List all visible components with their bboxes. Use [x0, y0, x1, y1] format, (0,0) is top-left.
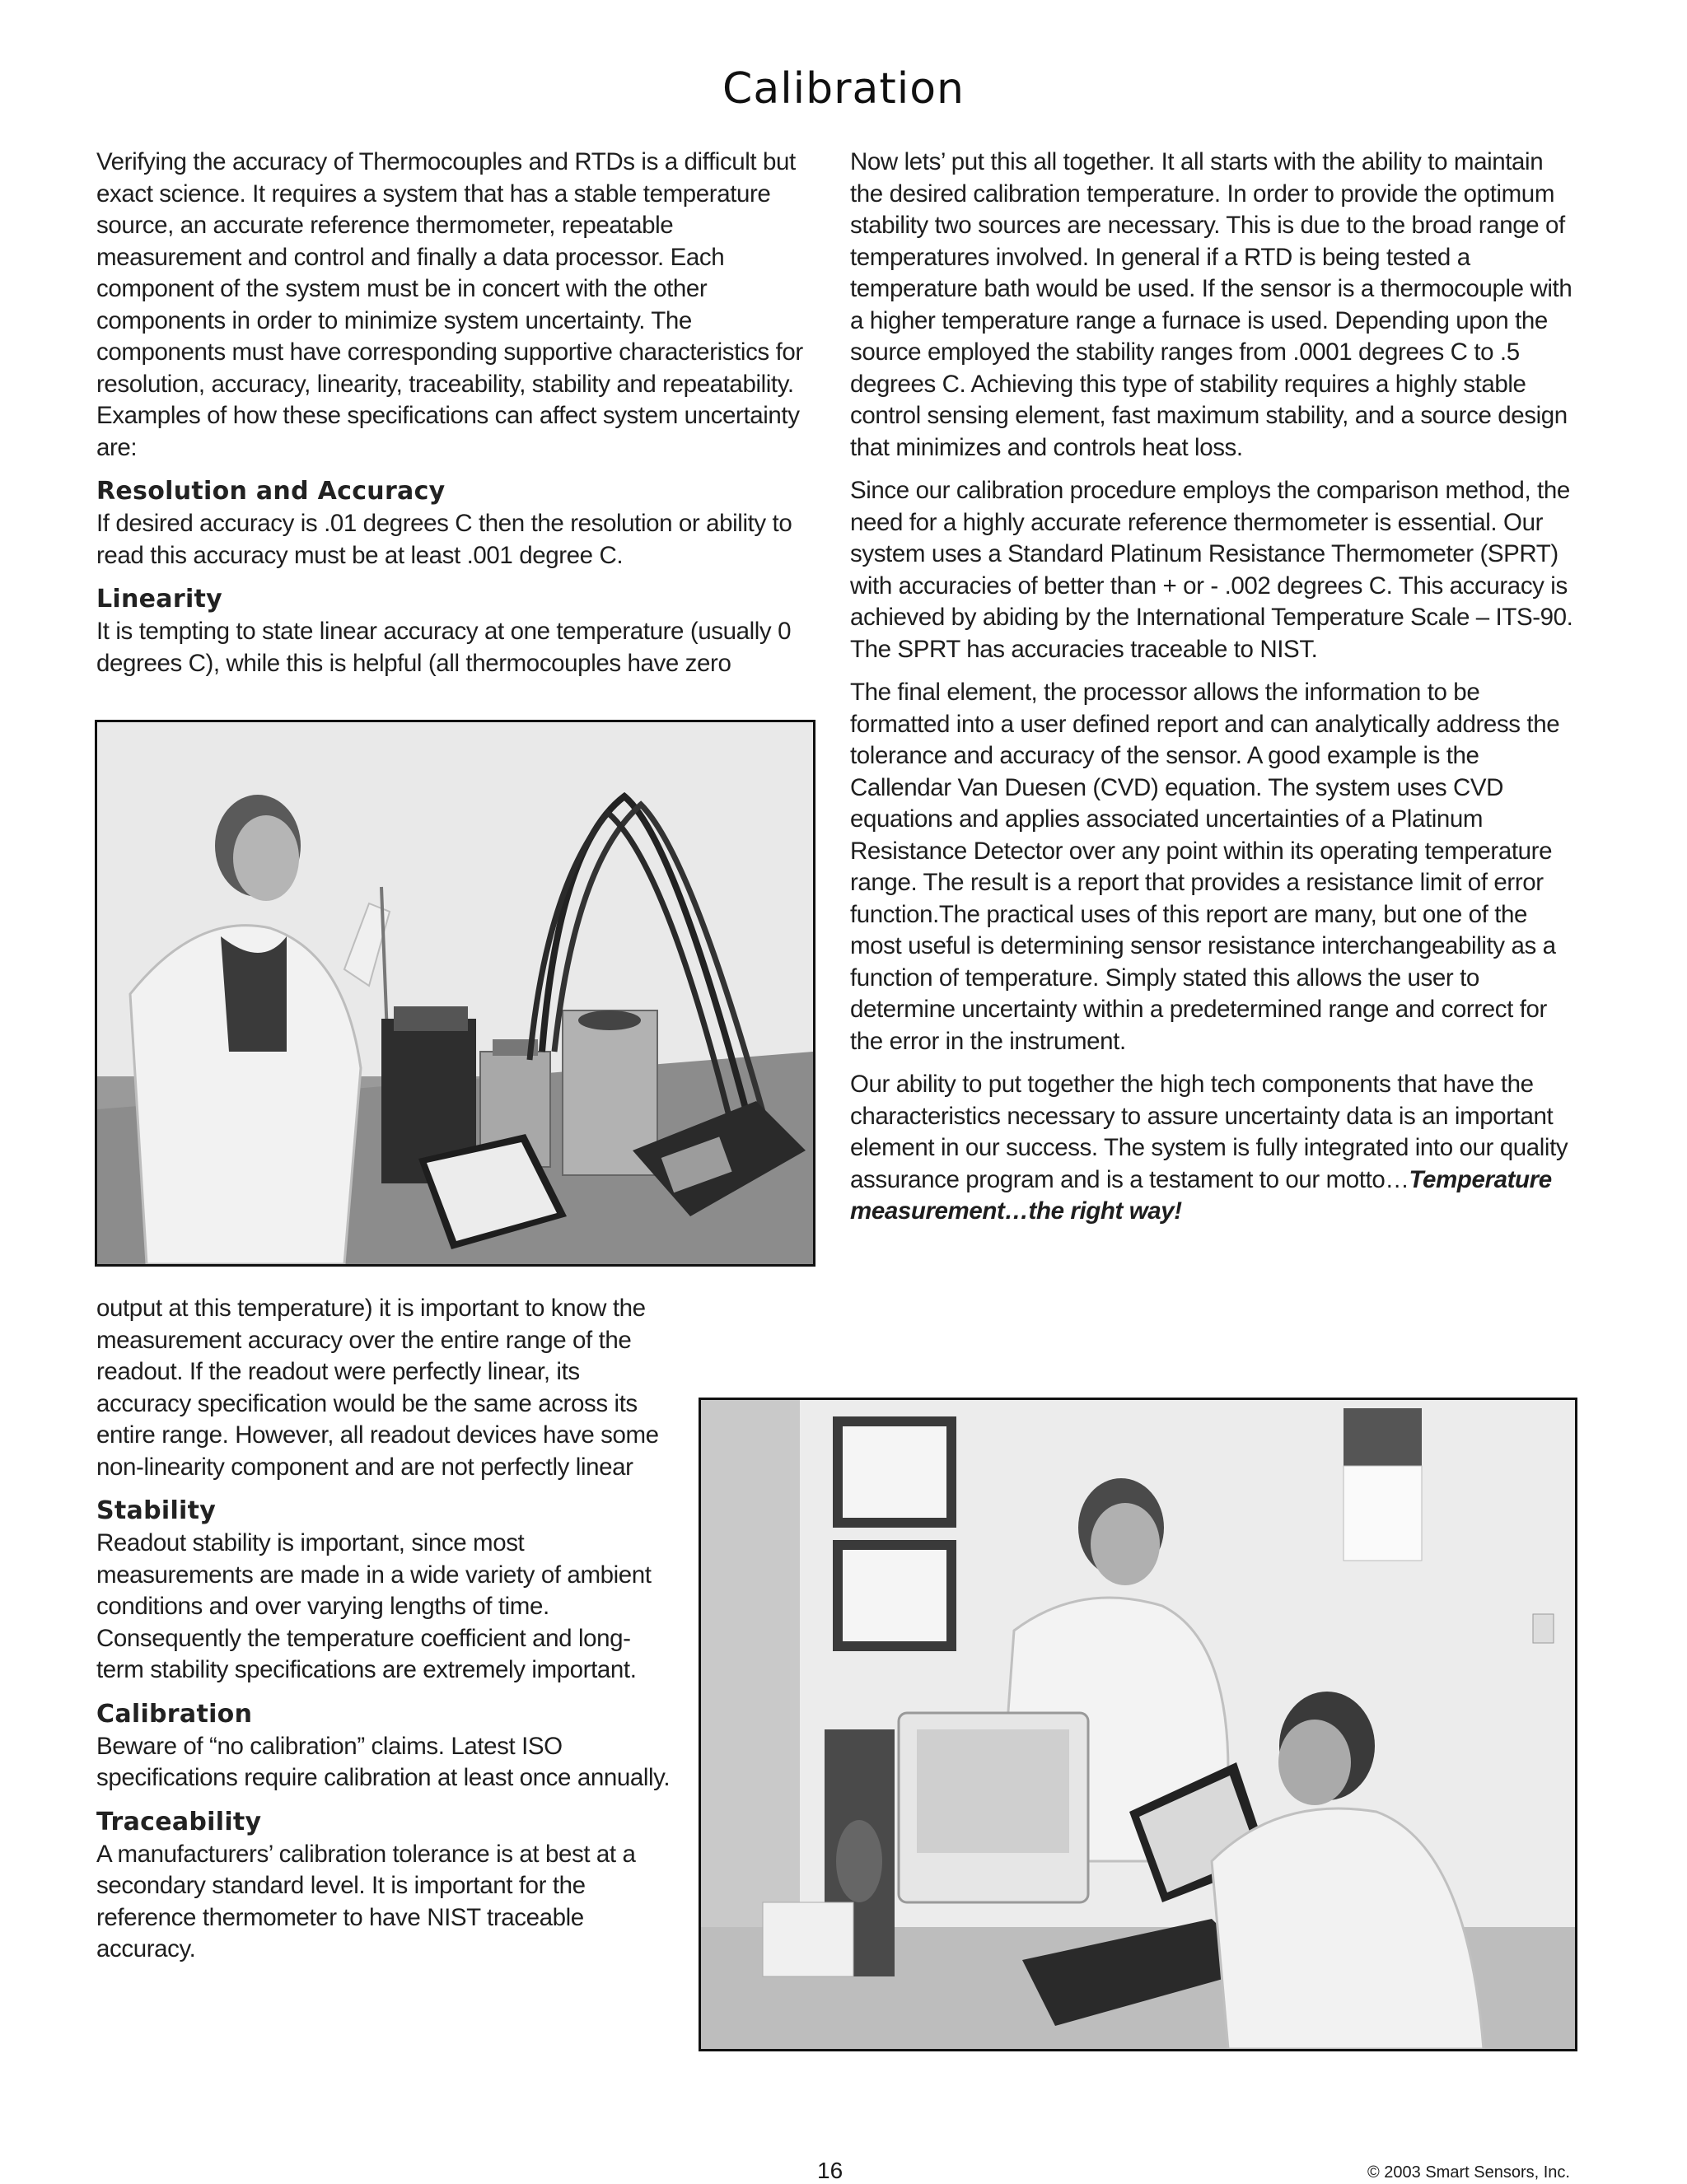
left-column-top — [96, 147, 811, 691]
intro-paragraph: Verifying the accuracy of Thermocouples and RTDs is a difficult but exact science. It requires a system that has a stable temperature source, an accurate reference thermometer, repeatable measurement and control and finally a data processor. Each component of the system must be in concert with the other components in order to minimize system uncertainty. The components must have corresponding supportive characteristics for resolution, accuracy, linearity, traceability, stability and repeatability. Examples of how these specifications can affect system uncertainty are: — [96, 148, 803, 461]
photo-technicians-computer — [699, 1398, 1577, 2051]
calibration-paragraph: Beware of “no calibration” claims. Latest ISO specifications require calibration at least once annually. — [96, 1732, 671, 1791]
linearity-paragraph-part1: It is tempting to state linear accuracy at one temperature (usually 0 degrees C), while this is helpful (all thermocouples have zero — [96, 618, 792, 677]
traceability-paragraph: A manufacturers’ calibration tolerance is at best at a secondary standard level. It is important for the reference thermometer to have NIST traceable accuracy. — [96, 1840, 636, 1962]
photo-technicians-computer-image — [701, 1400, 1575, 2049]
right-paragraph-4 — [850, 1069, 1575, 1228]
photo-calibration-baths — [95, 720, 815, 1267]
right-column — [850, 147, 1575, 1239]
right-paragraph-2: Since our calibration procedure employs the comparison method, the need for a highly accurate reference thermometer is essential. Our system uses a Standard Platinum Resistance Thermometer (SPRT) with accuracies of better than + or - .002 degrees C. This accuracy is achieved by abiding by the International Temperature Scale – ITS-90. The SPRT has accuracies traceable to NIST. — [850, 477, 1573, 663]
heading-traceability: Traceability — [96, 1807, 262, 1836]
right-paragraph-1: Now lets’ put this all together. It all starts with the ability to maintain the desired calibration temperature. In order to provide the optimum stability two sources are necessary. This is due to the broad range of temperatures involved. In general if a RTD is being tested a temperature bath would be used. If the sensor is a thermocouple with a higher temperature range a furnace is used. Depending upon the source employed the stability ranges from .0001 degrees C to .5 degrees C. Achieving this type of stability requires a highly stable control sensing element, fast maximum stability, and a source design that minimizes and controls heat loss. — [850, 148, 1573, 461]
left-column-bottom — [96, 1293, 673, 1977]
motto: Temperature measurement…the right way! — [850, 1165, 1552, 1225]
heading-linearity: Linearity — [96, 585, 223, 614]
page-number: 16 — [817, 2158, 844, 2183]
page-title: Calibration — [722, 64, 965, 114]
right-paragraph-3: The final element, the processor allows the information to be formatted into a user defined report and can analytically address the tolerance and accuracy of the sensor. A good example is the Callendar Van Duesen (CVD) equation. The system uses CVD equations and applies associated uncertainties of a Platinum Resistance Detector over any point within its operating temperature range. The result is a report that provides a resistance limit of error function.The practical uses of this report are many, but one of the most useful is determining sensor resistance interchangeability as a function of temperature. Simply stated this allows the user to determine uncertainty within a predetermined range and correct for the error in the instrument. — [850, 679, 1560, 1055]
linearity-paragraph-part2: output at this temperature) it is important to know the measurement accuracy over the entire range of the readout. If the readout were perfectly linear, its accuracy specification would be the same across its entire range. However, all readout devices have some non-linearity component and are not perfectly linear — [96, 1295, 659, 1481]
stability-paragraph: Readout stability is important, since most measurements are made in a wide variety of ambient conditions and over varying lengths of time. Consequently the temperature coefficient and long-term stability specifications are extremely important. — [96, 1529, 652, 1683]
copyright: © 2003 Smart Sensors, Inc. — [1367, 2163, 1570, 2182]
closing-text: Our ability to put together the high tech components that have the characteristics necessary to assure uncertainty data is an important element in our success. The system is fully integrated into our quality assurance program and is a testament to our motto… — [850, 1071, 1568, 1193]
heading-resolution-accuracy: Resolution and Accuracy — [96, 477, 446, 506]
resolution-paragraph: If desired accuracy is .01 degrees C then the resolution or ability to read this accuracy must be at least .001 degree C. — [96, 510, 792, 569]
heading-calibration: Calibration — [96, 1699, 253, 1729]
photo-calibration-baths-image — [97, 722, 813, 1264]
heading-stability: Stability — [96, 1496, 217, 1525]
